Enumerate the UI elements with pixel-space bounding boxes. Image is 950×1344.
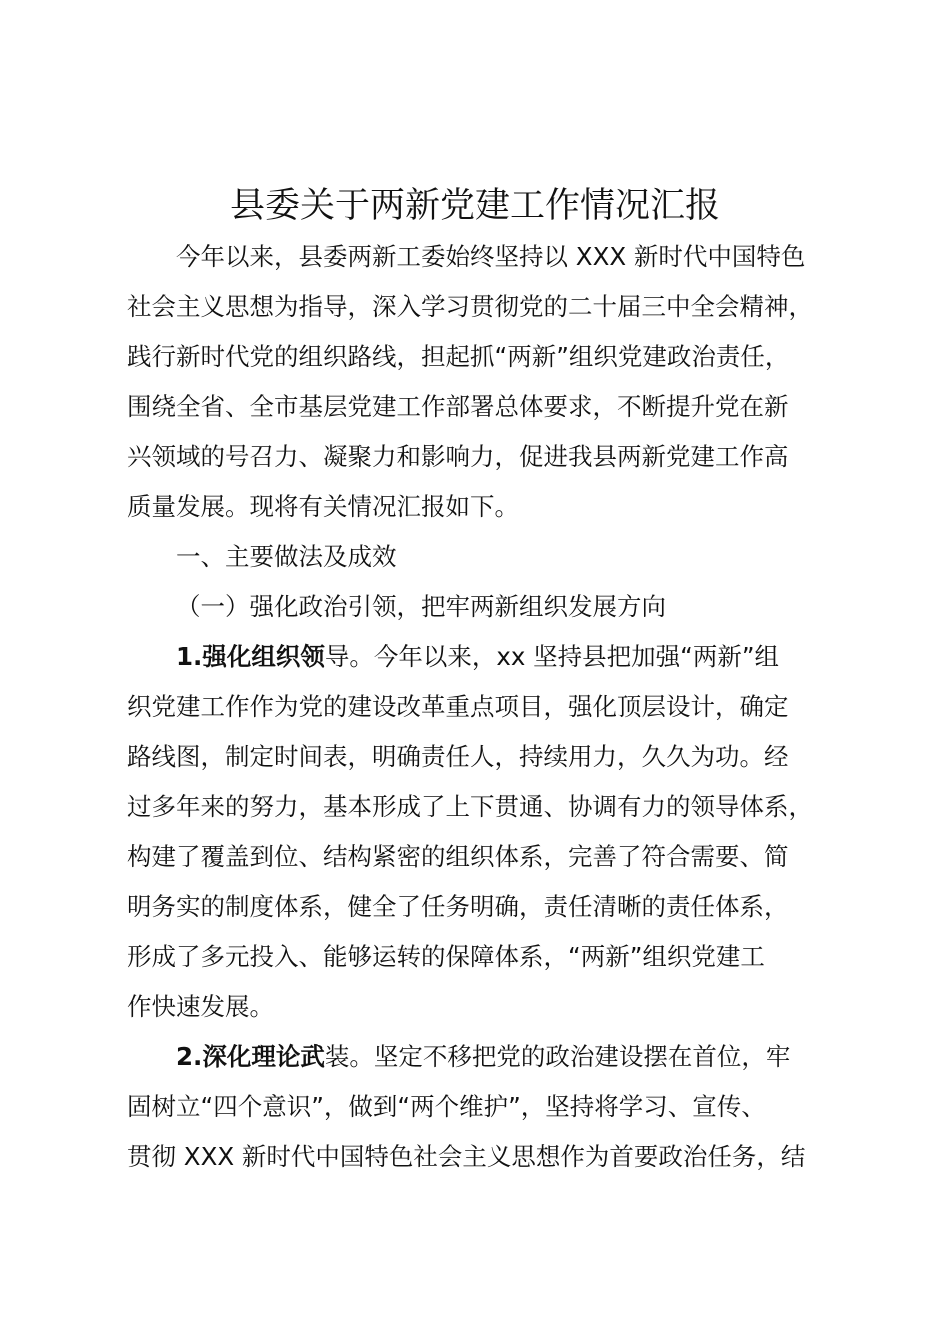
item-1-line: 构建了覆盖到位、结构紧密的组织体系，完善了符合需要、简: [127, 842, 789, 871]
item-2-line: 固树立“四个意识”，做到“两个维护”，坚持将学习、宣传、: [127, 1092, 766, 1121]
document-title: 县委关于两新党建工作情况汇报: [229, 186, 720, 226]
item-1-line: 过多年来的努力，基本形成了上下贯通、协调有力的领导体系，: [127, 792, 813, 821]
intro-line: 今年以来，县委两新工委始终坚持以 XXX 新时代中国特色: [176, 242, 806, 271]
intro-line: 围绕全省、全市基层党建工作部署总体要求，不断提升党在新: [127, 392, 789, 421]
item-2-lead: 2.深化理论武: [176, 1042, 325, 1071]
item-1-line: 路线图，制定时间表，明确责任人，持续用力，久久为功。经: [127, 742, 789, 771]
item-1-lead: 1.强化组织领: [176, 642, 325, 671]
item-1-line: 明务实的制度体系，健全了任务明确，责任清晰的责任体系，: [127, 892, 789, 921]
intro-line: 践行新时代党的组织路线，担起抓“两新”组织党建政治责任，: [127, 342, 790, 371]
item-1-first-line-rest: 导。今年以来，xx 坚持县把加强“两新”组: [324, 642, 780, 671]
subsection-heading: （一）强化政治引领，把牢两新组织发展方向: [176, 592, 666, 621]
intro-line: 兴领域的号召力、凝聚力和影响力，促进我县两新党建工作高: [127, 442, 789, 471]
intro-paragraph: [127, 232, 827, 532]
intro-line: 质量发展。现将有关情况汇报如下。: [127, 492, 519, 521]
item-1-paragraph: [127, 632, 827, 1032]
document-body: [127, 232, 827, 1182]
item-2-paragraph: [127, 1032, 827, 1182]
intro-line: 社会主义思想为指导，深入学习贯彻党的二十届三中全会精神，: [127, 292, 813, 321]
item-1-line: 作快速发展。: [127, 992, 274, 1021]
item-1-line: 织党建工作作为党的建设改革重点项目，强化顶层设计，确定: [127, 692, 789, 721]
item-2-first-line: [127, 1032, 827, 1082]
item-2-line: 贯彻 XXX 新时代中国特色社会主义思想作为首要政治任务，结: [127, 1142, 806, 1171]
item-1-line: 形成了多元投入、能够运转的保障体系，“两新”组织党建工: [127, 942, 765, 971]
section-heading: 一、主要做法及成效: [176, 542, 397, 571]
item-2-first-line-rest: 装。坚定不移把党的政治建设摆在首位，牢: [324, 1042, 791, 1071]
item-1-first-line: [127, 632, 827, 682]
